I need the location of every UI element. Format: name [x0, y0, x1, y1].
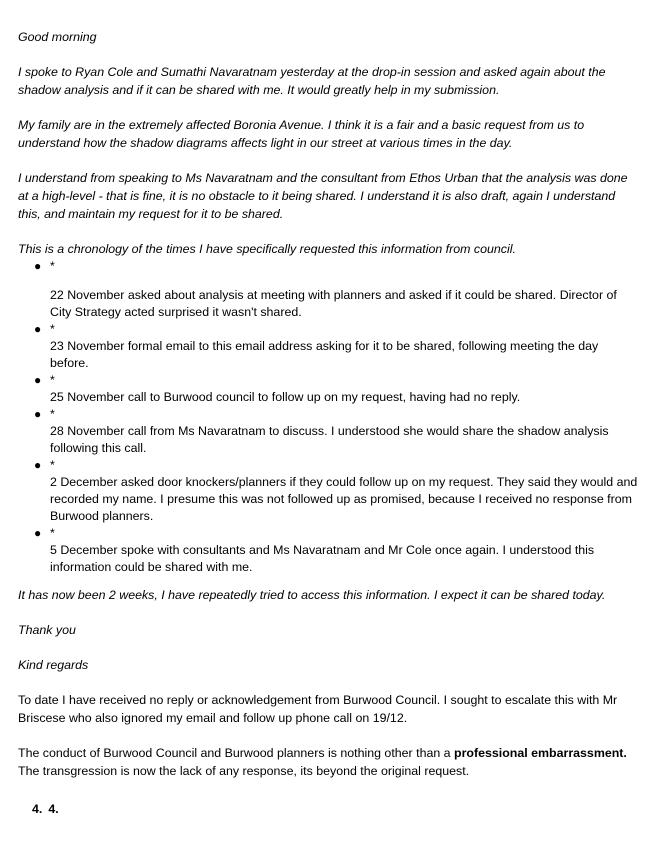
- conduct-emphasis: professional embarrassment.: [454, 746, 627, 760]
- list-item-star: *: [50, 259, 55, 273]
- bullet-icon: ●: [34, 259, 42, 273]
- closing-statement: It has now been 2 weeks, I have repeatedly tried to access this information. I expect it can be shared today.: [18, 588, 606, 602]
- bullet-icon: ●: [34, 526, 42, 540]
- greeting: Good morning: [18, 30, 97, 44]
- list-item: [18, 258, 638, 321]
- list-item: [18, 321, 638, 372]
- chronology-intro: This is a chronology of the times I have specifically requested this information from council.: [18, 242, 516, 256]
- list-item-star: *: [50, 373, 55, 387]
- paragraph-ethos-urban: I understand from speaking to Ms Navaratnam and the consultant from Ethos Urban that the analysis was done at a high-level - that is fine, it is no obstacle to it being shared. I understand it is also draft, again I understand this, and maintain my request for it to be shared.: [18, 171, 628, 221]
- list-item-star: *: [50, 322, 55, 336]
- conduct-paragraph: [18, 744, 638, 780]
- footer-numbering: [18, 800, 638, 818]
- list-item-star: *: [50, 407, 55, 421]
- bullet-icon: ●: [34, 373, 42, 387]
- list-item: [18, 525, 638, 576]
- footer-number: 4.: [32, 802, 43, 816]
- list-item: [18, 372, 638, 406]
- list-item: [18, 457, 638, 525]
- followup-paragraph: To date I have received no reply or acknowledgement from Burwood Council. I sought to escalate this with Mr Briscese who also ignored my email and follow up phone call on 19/12.: [18, 693, 618, 725]
- kind-regards: Kind regards: [18, 658, 89, 672]
- conduct-text-before: The conduct of Burwood Council and Burwood planners is nothing other than a: [18, 746, 455, 760]
- conduct-text-after: The transgression is now the lack of any response, its beyond the original request.: [18, 764, 470, 778]
- list-item-text: 28 November call from Ms Navaratnam to discuss. I understood she would share the shadow analysis following this call.: [50, 424, 609, 455]
- bullet-icon: ●: [34, 407, 42, 421]
- list-item-text: 22 November asked about analysis at meeting with planners and asked if it could be shared. Director of City Strategy acted surprised it wasn't shared.: [50, 288, 617, 319]
- list-item: [18, 406, 638, 457]
- list-item-text: 5 December spoke with consultants and Ms Navaratnam and Mr Cole once again. I understood this information could be shared with me.: [50, 543, 595, 574]
- list-item-text: 23 November formal email to this email address asking for it to be shared, following meeting the day before.: [50, 339, 599, 370]
- bullet-icon: ●: [34, 458, 42, 472]
- list-item-text: 25 November call to Burwood council to follow up on my request, having had no reply.: [50, 390, 521, 404]
- bullet-icon: ●: [34, 322, 42, 336]
- paragraph-drop-in-session: I spoke to Ryan Cole and Sumathi Navaratnam yesterday at the drop-in session and asked again about the shadow analysis and if it can be shared with me. It would greatly help in my submission.: [18, 65, 606, 97]
- list-item-star: *: [50, 458, 55, 472]
- thank-you: Thank you: [18, 623, 76, 637]
- chronology-list: [18, 258, 638, 576]
- footer-number: 4.: [48, 802, 59, 816]
- list-item-text: 2 December asked door knockers/planners if they could follow up on my request. They said they would and recorded my name. I presume this was not followed up as promised, because I received no response from Burwood planners.: [50, 475, 638, 523]
- list-item-star: *: [50, 526, 55, 540]
- paragraph-boronia-avenue: My family are in the extremely affected Boronia Avenue. I think it is a fair and a basic request from us to understand how the shadow diagrams affects light in our street at various times in the day.: [18, 118, 585, 150]
